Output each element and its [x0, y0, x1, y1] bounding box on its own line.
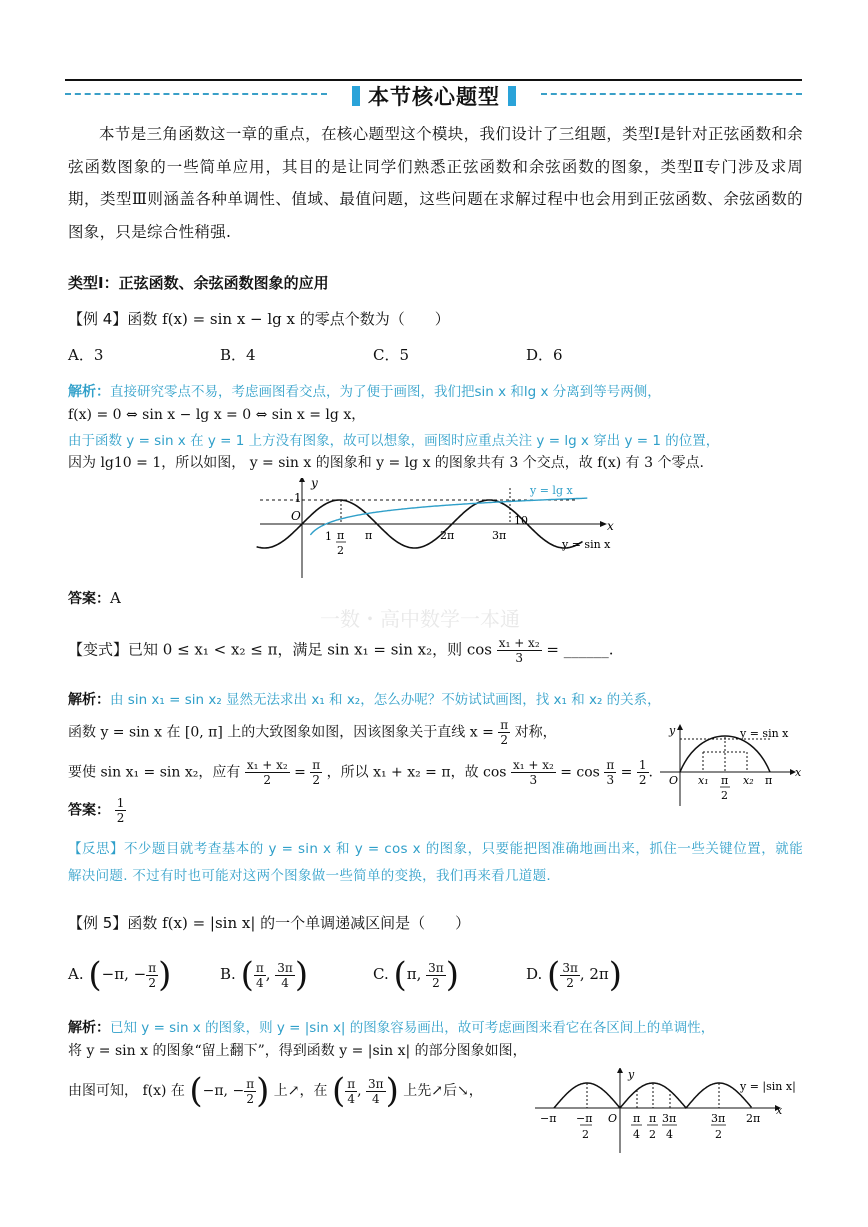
g2-y-label: y — [669, 724, 676, 737]
g1-pi2-den: 2 — [337, 544, 344, 557]
ex5-a3a: 由图可知， f(x) 在 — [68, 1083, 185, 1099]
ex5-analysis-text1: 已知 y = sin x 的图象，则 y = |sin x| 的图象容易画出，故可考虑画图来看它在各区间上的单调性， — [110, 1020, 715, 1036]
ex4-tag: 【例 4】 — [68, 310, 128, 328]
g2-half-num: π — [721, 774, 729, 787]
vef1-num: x₁ + x₂ — [246, 758, 288, 772]
ex4-stem: 函数 f(x) = sin x − lg x 的零点个数为（ ） — [127, 310, 450, 328]
ex4-option-a[interactable]: A．3 — [68, 346, 104, 364]
va-num: 1 — [116, 796, 125, 810]
vef2-num: π — [312, 758, 321, 772]
ex4-analysis-line4: 因为 lg10 = 1，所以如图， y = sin x 的图象和 y = lg x 的图象共有 3 个交点，故 f(x) 有 3 个零点. — [68, 455, 704, 471]
ex5-option-d[interactable]: D. ( $\frac{3\pi}{2}$ , 2π) — [526, 955, 623, 995]
ex5-option-b[interactable]: B. ( $\frac{\pi}{4}$ , $\frac{3\pi}{4}$ ) — [220, 955, 309, 995]
g3-q-num: π — [633, 1112, 641, 1125]
header-dash-right — [541, 93, 802, 95]
ex4-answer — [68, 588, 121, 608]
g3-y-arrow — [617, 1068, 623, 1073]
ex4-analysis-line3: 由于函数 y = sin x 在 y = 1 上方没有图象，故可以想象，画图时应重点关注 y = lg x 穿出 y = 1 的位置， — [68, 433, 720, 449]
ex5-a3c: 上先↗后↘， — [403, 1083, 483, 1099]
variant-eq-frac3 — [511, 758, 556, 787]
g3-2pi: 2π — [746, 1112, 761, 1125]
variant-a2b: 对称， — [514, 724, 557, 741]
variant-stem: 已知 0 ≤ x₁ < x₂ ≤ π，满足 sin x₁ = sin x₂，则 cos — [128, 640, 493, 659]
vef2-den: 2 — [312, 773, 321, 787]
variant-a3a: 要使 sin x₁ = sin x₂，应有 — [68, 764, 241, 781]
ex4-option-c[interactable]: C．5 — [373, 346, 410, 364]
watermark: 一数・高中数学一本通 — [320, 607, 520, 631]
vef4-den: 3 — [606, 773, 615, 787]
g1-pi2-num: π — [337, 529, 345, 542]
g1-pi-label: π — [365, 529, 373, 542]
g1-2pi-label: 2π — [440, 529, 455, 542]
vph-den: 2 — [500, 733, 509, 747]
ex5-opt-c-label: C. — [373, 965, 389, 983]
g2-x-label: x — [795, 766, 802, 779]
g3-3h-den: 2 — [715, 1128, 722, 1141]
ex5-tag: 【例 5】 — [68, 914, 128, 932]
ex5-analysis-line3: 由图可知， f(x) 在 (−π, − $\frac{\pi}{2}$ ) 上↗，在 ( $\frac{\pi}{4}$ , $\frac{3\pi}{4}$ ) 上先↗后↘， — [68, 1071, 483, 1111]
ex5-stem: 函数 f(x) = |sin x| 的一个单调递减区间是（ ） — [127, 914, 471, 932]
variant-frac-den: 3 — [515, 651, 524, 665]
ex5-opt-a-label: A. — [68, 965, 84, 983]
x-axis-arrow — [600, 521, 607, 527]
g1-log-label: y = lg x — [530, 484, 573, 497]
ex4-graph — [255, 478, 625, 583]
variant-analysis-text1: 由 sin x₁ = sin x₂ 显然无法求出 x₁ 和 x₂，怎么办呢？不妨试试画图，找 x₁ 和 x₂ 的关系， — [110, 692, 661, 708]
variant-answer-label: 答案： — [68, 802, 110, 819]
ex5-opt-b-label: B. — [220, 965, 236, 983]
g2-origin: O — [669, 774, 679, 787]
header-bar-right — [508, 86, 516, 106]
g3-3q-den: 4 — [666, 1128, 673, 1141]
ex5-analysis-line2: 将 y = sin x 的图象“留上翻下”，得到函数 y = |sin x| 的部分图象如图， — [68, 1043, 527, 1059]
g2-x2: x₂ — [743, 774, 754, 787]
g1-3pi-label: 3π — [492, 529, 507, 542]
g3-neg-half-den: 2 — [582, 1128, 589, 1141]
g3-q-den: 4 — [633, 1128, 640, 1141]
ex4-analysis-line2: f(x) = 0 ⇔ sin x − lg x = 0 ⇔ sin x = lg x， — [68, 407, 366, 423]
variant-pi-half — [498, 718, 510, 747]
variant-a3c: = cos — [560, 764, 600, 781]
variant-eq-frac4 — [604, 758, 616, 787]
type1-title: 类型Ⅰ：正弦函数、余弦函数图象的应用 — [68, 274, 329, 292]
variant-blank[interactable]: = ______. — [541, 640, 614, 659]
reflect-text: 不少题目就考查基本的 y = sin x 和 y = cos x 的图象，只要能把图准确地画出来，抓住一些关键位置，就能解决问题. 不过有时也可能对这两个图象做一些简单的变换，我们再来看几道题. — [68, 841, 804, 884]
ex4-analysis-line1 — [68, 380, 661, 401]
vef3-num: x₁ + x₂ — [512, 758, 554, 772]
section-title: 本节核心题型 — [368, 85, 500, 109]
variant-answer — [68, 796, 126, 825]
reflect-label: 【反思】 — [68, 841, 124, 857]
variant-question — [68, 636, 614, 665]
section-header — [330, 81, 538, 111]
ex4-question — [68, 308, 450, 329]
variant-a2a: 函数 y = sin x 在 [0, π] 上的大致图象如图，因该图象关于直线 x = — [68, 724, 494, 741]
variant-graph — [655, 724, 805, 809]
variant-reflection — [68, 836, 803, 890]
g3-origin: O — [608, 1112, 618, 1125]
g1-sin-label: y = sin x — [562, 538, 611, 551]
g1-y-label: y — [311, 478, 318, 490]
variant-answer-frac — [115, 796, 127, 825]
header-bar-left — [352, 86, 360, 106]
g3-3h-num: 3π — [711, 1112, 726, 1125]
g1-one-label: 1 — [294, 491, 302, 505]
g3-x-label: x — [776, 1104, 783, 1117]
vef3-den: 3 — [529, 773, 538, 787]
intro-paragraph: 本节是三角函数这一章的重点，在核心题型这个模块，我们设计了三组题，类型Ⅰ是针对正弦函数和余弦函数图象的一些简单应用，其目的是让同学们熟悉正弦函数和余弦函数的图象，类型Ⅱ专门涉及求周期，类型Ⅲ则涵盖各种单调性、值域、最值问题，这些问题在求解过程中也会用到正弦函数、余弦函数的图象，只是综合性稍强. — [68, 125, 803, 241]
ex5-opt-d-label: D. — [526, 965, 543, 983]
vef5-num: 1 — [638, 758, 647, 772]
g2-half-den: 2 — [721, 789, 728, 802]
y-axis-arrow — [299, 478, 305, 482]
variant-frac-num: x₁ + x₂ — [498, 636, 540, 650]
variant-tag: 【变式】 — [68, 640, 129, 659]
g1-origin: O — [291, 509, 301, 523]
g1-x-label: x — [607, 519, 614, 533]
variant-analysis-line3: 要使 sin x₁ = sin x₂，应有 $\frac{\text{x₁ + x₂}}{2}$ = $\frac{\pi}{2}$ ，所以 x₁ + x₂ = π，故 cos $\frac{\text{x₁ + x₂}}{3}$ = cos $\frac{\pi}{3}$ = $\frac{1}{2}$ . — [68, 758, 653, 787]
variant-analysis-label: 解析： — [68, 692, 110, 708]
ex5-question — [68, 912, 470, 933]
ex5-analysis-line1 — [68, 1016, 714, 1037]
ex4-option-d[interactable]: D．6 — [526, 346, 563, 364]
vph-num: π — [500, 718, 509, 732]
variant-a3d: . — [648, 764, 653, 781]
g1-ten-label: 10 — [514, 514, 528, 527]
ex4-analysis-label: 解析： — [68, 384, 110, 400]
ex5-option-a[interactable]: A. (−π, − $\frac{\pi}{2}$ ) — [68, 955, 172, 995]
g3-3q-num: 3π — [662, 1112, 677, 1125]
ex5-a3b: 上↗，在 — [273, 1083, 328, 1099]
g2-sin-label: y = sin x — [740, 727, 789, 740]
ex5-graph — [530, 1068, 810, 1158]
variant-analysis-line2 — [68, 718, 557, 747]
variant-eq-frac5 — [637, 758, 649, 787]
g2-y-arrow — [677, 724, 683, 730]
g3-y-label: y — [628, 1068, 635, 1081]
g1-x-one-label: 1 — [325, 530, 332, 543]
ex4-answer-label: 答案： — [68, 591, 110, 607]
variant-analysis-line1 — [68, 688, 661, 709]
variant-eq-frac1 — [245, 758, 290, 787]
g3-neg-pi: −π — [540, 1112, 557, 1125]
ex4-answer-value: A — [110, 589, 121, 607]
variant-a3b: ，所以 x₁ + x₂ = π，故 cos — [326, 764, 507, 781]
g3-neg-half-num: −π — [576, 1112, 593, 1125]
variant-eq-frac2 — [310, 758, 322, 787]
ex4-option-b[interactable]: B．4 — [220, 346, 256, 364]
variant-fraction — [497, 636, 542, 665]
g3-h-den: 2 — [649, 1128, 656, 1141]
g2-x1: x₁ — [698, 774, 709, 787]
ex4-analysis-text1: 直接研究零点不易，考虑画图看交点，为了便于画图，我们把sin x 和lg x 分离到等号两侧， — [110, 384, 661, 400]
vef1-den: 2 — [263, 773, 272, 787]
vef5-den: 2 — [638, 773, 647, 787]
header-dash-left — [65, 93, 327, 95]
g2-pi: π — [765, 774, 773, 787]
va-den: 2 — [116, 811, 125, 825]
g3-h-num: π — [649, 1112, 657, 1125]
vef4-num: π — [606, 758, 615, 772]
g3-abs-label: y = |sin x| — [740, 1080, 796, 1093]
ex5-option-c[interactable]: C. (π, $\frac{3\pi}{2}$ ) — [373, 955, 459, 995]
ex5-analysis-label: 解析： — [68, 1020, 110, 1036]
